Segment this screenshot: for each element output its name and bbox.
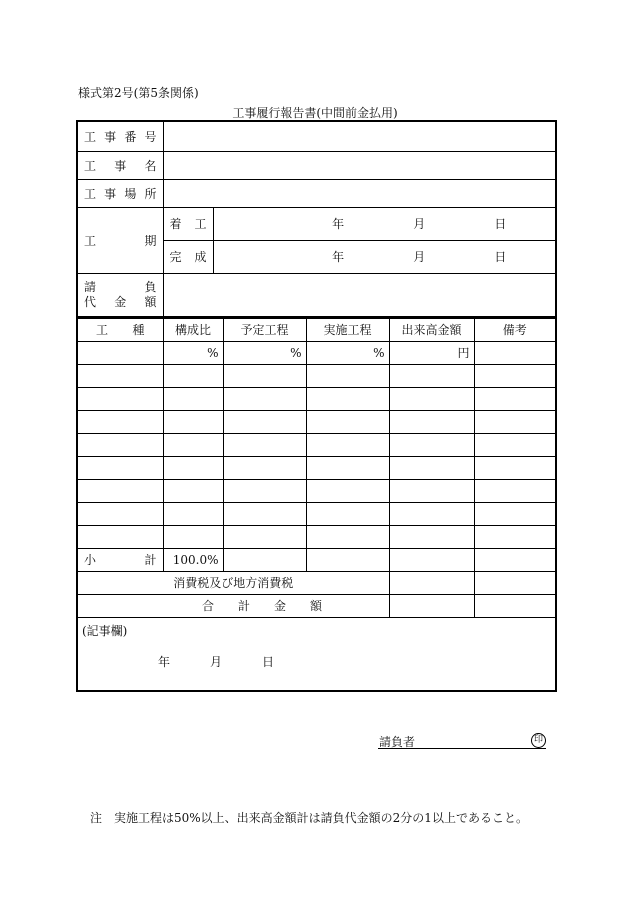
report-form <box>76 120 557 692</box>
cell[interactable] <box>389 364 474 387</box>
cell[interactable] <box>389 502 474 525</box>
tax-label: 消費税及び地方消費税 <box>78 571 389 594</box>
table-row <box>78 341 555 364</box>
start-year: 年 <box>332 217 345 231</box>
cell[interactable] <box>78 341 163 364</box>
cell[interactable] <box>163 364 223 387</box>
cell[interactable] <box>306 433 389 456</box>
finish-date-field[interactable] <box>213 240 555 273</box>
cell[interactable] <box>474 525 555 548</box>
seal-icon: 印 <box>531 733 546 748</box>
cell[interactable] <box>389 410 474 433</box>
ratio-unit-cell[interactable]: % <box>163 341 223 364</box>
cell[interactable] <box>223 479 306 502</box>
cell[interactable] <box>163 525 223 548</box>
cell[interactable] <box>474 456 555 479</box>
subtotal-label: 小 計 <box>84 553 157 567</box>
total-amount-cell[interactable] <box>389 594 474 617</box>
col-header-ratio: 構成比 <box>163 318 223 342</box>
progress-table <box>78 317 555 688</box>
cell[interactable] <box>223 433 306 456</box>
total-label: 合 計 金 額 <box>202 599 322 613</box>
finish-year: 年 <box>332 250 345 264</box>
table-row <box>78 387 555 410</box>
subtotal-ratio: 100.0% <box>163 548 223 571</box>
actual-unit-cell[interactable]: % <box>306 341 389 364</box>
start-month: 月 <box>413 217 426 231</box>
cell[interactable] <box>78 387 163 410</box>
cell[interactable] <box>474 479 555 502</box>
cell[interactable] <box>389 433 474 456</box>
cell[interactable] <box>223 364 306 387</box>
cell[interactable] <box>78 525 163 548</box>
col-header-actual: 実施工程 <box>306 318 389 342</box>
cell[interactable] <box>306 502 389 525</box>
total-row <box>78 594 555 617</box>
project-number-label: 工 事 番 号 <box>84 129 157 144</box>
cell[interactable] <box>223 548 306 571</box>
cell[interactable] <box>78 502 163 525</box>
project-name-label: 工 事 名 <box>84 158 157 173</box>
document-title: 工事履行報告書(中間前金払用) <box>232 106 398 120</box>
table-row <box>78 525 555 548</box>
amount-unit-cell[interactable]: 円 <box>389 341 474 364</box>
cell[interactable] <box>474 341 555 364</box>
remarks-year: 年 <box>158 654 171 669</box>
cell[interactable] <box>223 502 306 525</box>
contract-label-line2: 代 金 額 <box>84 294 157 309</box>
cell[interactable] <box>163 456 223 479</box>
remarks-row <box>78 617 555 688</box>
cell[interactable] <box>78 410 163 433</box>
cell[interactable] <box>163 479 223 502</box>
cell[interactable] <box>389 525 474 548</box>
contractor-label: 請負者 <box>379 735 416 749</box>
col-header-work-type: 工 種 <box>96 323 145 337</box>
cell[interactable] <box>78 364 163 387</box>
table-row <box>78 456 555 479</box>
start-label: 着 工 <box>169 217 207 231</box>
cell[interactable] <box>389 548 474 571</box>
table-row <box>78 364 555 387</box>
cell[interactable] <box>223 456 306 479</box>
remarks-label: (記事欄) <box>82 623 128 638</box>
footnote: 注 実施工程は50%以上、出来高金額計は請負代金額の2分の1以上であること。 <box>90 811 528 825</box>
contract-amount-field[interactable] <box>163 273 555 316</box>
cell[interactable] <box>474 364 555 387</box>
table-row <box>78 502 555 525</box>
start-day: 日 <box>494 217 507 231</box>
cell[interactable] <box>306 387 389 410</box>
info-table <box>78 122 555 317</box>
contract-label-line1: 請 負 <box>84 279 157 294</box>
table-row <box>78 433 555 456</box>
finish-day: 日 <box>494 250 507 264</box>
table-row <box>78 410 555 433</box>
cell[interactable] <box>306 364 389 387</box>
project-number-field[interactable] <box>163 122 555 151</box>
cell[interactable] <box>474 410 555 433</box>
planned-unit-cell[interactable]: % <box>223 341 306 364</box>
cell[interactable] <box>474 433 555 456</box>
cell[interactable] <box>306 456 389 479</box>
cell[interactable] <box>474 571 555 594</box>
table-row <box>78 479 555 502</box>
remarks-month: 月 <box>210 654 223 669</box>
cell[interactable] <box>474 387 555 410</box>
cell[interactable] <box>78 456 163 479</box>
col-header-amount: 出来高金額 <box>389 318 474 342</box>
tax-row <box>78 571 555 594</box>
finish-label: 完 成 <box>169 250 207 264</box>
cell[interactable] <box>474 502 555 525</box>
start-date-field[interactable] <box>213 207 555 240</box>
remarks-field[interactable] <box>78 617 555 688</box>
cell[interactable] <box>78 479 163 502</box>
cell[interactable] <box>223 410 306 433</box>
cell[interactable] <box>306 479 389 502</box>
cell[interactable] <box>223 387 306 410</box>
project-name-field[interactable] <box>163 151 555 179</box>
period-label: 工 期 <box>84 233 157 248</box>
cell[interactable] <box>163 502 223 525</box>
cell[interactable] <box>163 387 223 410</box>
cell[interactable] <box>78 433 163 456</box>
remarks-day: 日 <box>262 654 275 669</box>
project-location-label: 工 事 場 所 <box>84 186 157 201</box>
cell[interactable] <box>389 387 474 410</box>
header-row <box>78 318 555 342</box>
finish-month: 月 <box>413 250 426 264</box>
project-location-field[interactable] <box>163 179 555 207</box>
subtotal-row <box>78 548 555 571</box>
cell[interactable] <box>163 410 223 433</box>
col-header-planned: 予定工程 <box>223 318 306 342</box>
cell[interactable] <box>474 548 555 571</box>
signature-line[interactable] <box>378 748 546 749</box>
form-number-label: 様式第2号(第5条関係) <box>78 86 199 100</box>
col-header-remarks: 備考 <box>474 318 555 342</box>
tax-amount-cell[interactable] <box>389 571 474 594</box>
cell[interactable] <box>163 433 223 456</box>
cell[interactable] <box>223 525 306 548</box>
cell[interactable] <box>306 548 389 571</box>
cell[interactable] <box>389 456 474 479</box>
cell[interactable] <box>474 594 555 617</box>
cell[interactable] <box>389 479 474 502</box>
cell[interactable] <box>306 525 389 548</box>
cell[interactable] <box>306 410 389 433</box>
